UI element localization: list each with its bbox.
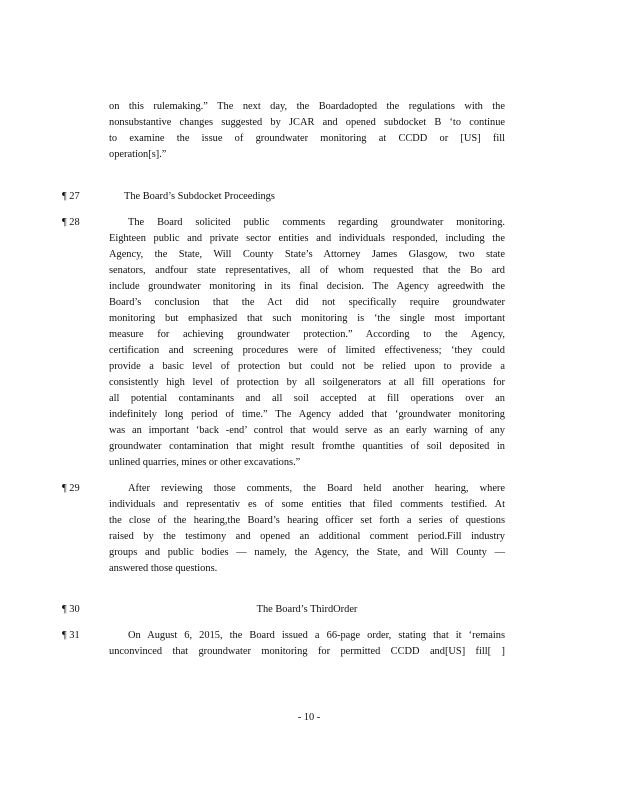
text-line: include groundwater monitoring in its final decision. The Agency agreedwith the	[109, 281, 505, 292]
text-line: to examine the issue of groundwater monitoring at CCDD or [US] fill	[109, 133, 505, 144]
text-line: Board’s conclusion that the Act did not specifically require groundwater	[109, 297, 505, 308]
text-line: certification and screening procedures were of limited effectiveness; ‘they could	[109, 345, 505, 356]
text-line: Eighteen public and private sector entities and individuals responded, including the	[109, 233, 505, 244]
text-line: on this rulemaking.” The next day, the Boardadopted the regulations with the	[109, 101, 505, 112]
text-line: provide a basic level of protection but could not be relied upon to provide a	[109, 361, 505, 372]
text-line: The Board solicited public comments regarding groundwater monitoring.	[128, 217, 505, 228]
text-line: groundwater contamination that might result fromthe quantities of soil deposited in	[109, 441, 505, 452]
text-line: monitoring but emphasized that such monitoring is ‘the single most important	[109, 313, 505, 324]
text-line: all potential contaminants and all soil accepted at fill operations over an	[109, 393, 505, 404]
paragraph-number: ¶ 30	[62, 604, 80, 615]
text-line: raised by the testimony and opened an additional comment period.Fill industry	[109, 531, 505, 542]
text-line: Agency, the State, Will County State’s Attorney James Glasgow, two state	[109, 249, 505, 260]
section-heading: The Board’s ThirdOrder	[256, 604, 358, 615]
section-heading: The Board’s Subdocket Proceedings	[124, 191, 275, 202]
paragraph-number: ¶ 28	[62, 217, 80, 228]
text-line: individuals and representativ es of some entities that filed comments testified. At	[109, 499, 505, 510]
text-line: nonsubstantive changes suggested by JCAR and opened subdocket B ‘to continue	[109, 117, 505, 128]
page-number: - 10 -	[297, 712, 321, 723]
text-line: After reviewing those comments, the Board held another hearing, where	[128, 483, 505, 494]
text-line: On August 6, 2015, the Board issued a 66-page order, stating that it ‘remains	[128, 630, 505, 641]
text-line: unconvinced that groundwater monitoring for permitted CCDD and[US] fill[ ]	[109, 646, 505, 657]
text-line: unlined quarries, mines or other excavations.”	[109, 457, 301, 468]
paragraph-number: ¶ 29	[62, 483, 80, 494]
text-line: was an important ‘back -end’ control that would serve as an early warning of any	[109, 425, 505, 436]
text-line: operation[s].”	[109, 149, 167, 160]
paragraph-number: ¶ 31	[62, 630, 80, 641]
paragraph-number: ¶ 27	[62, 191, 80, 202]
text-line: measure for achieving groundwater protection.” According to the Agency,	[109, 329, 505, 340]
text-line: consistently high level of protection by all soilgenerators at all fill operations for	[109, 377, 505, 388]
text-line: answered those questions.	[109, 563, 218, 574]
text-line: senators, andfour state representatives, all of whom requested that the Bo ard	[109, 265, 505, 276]
text-line: indefinitely long period of time.” The Agency added that ‘groundwater monitoring	[109, 409, 505, 420]
text-line: groups and public bodies — namely, the Agency, the State, and Will County —	[109, 547, 505, 558]
text-line: the close of the hearing,the Board’s hearing officer set forth a series of questions	[109, 515, 505, 526]
